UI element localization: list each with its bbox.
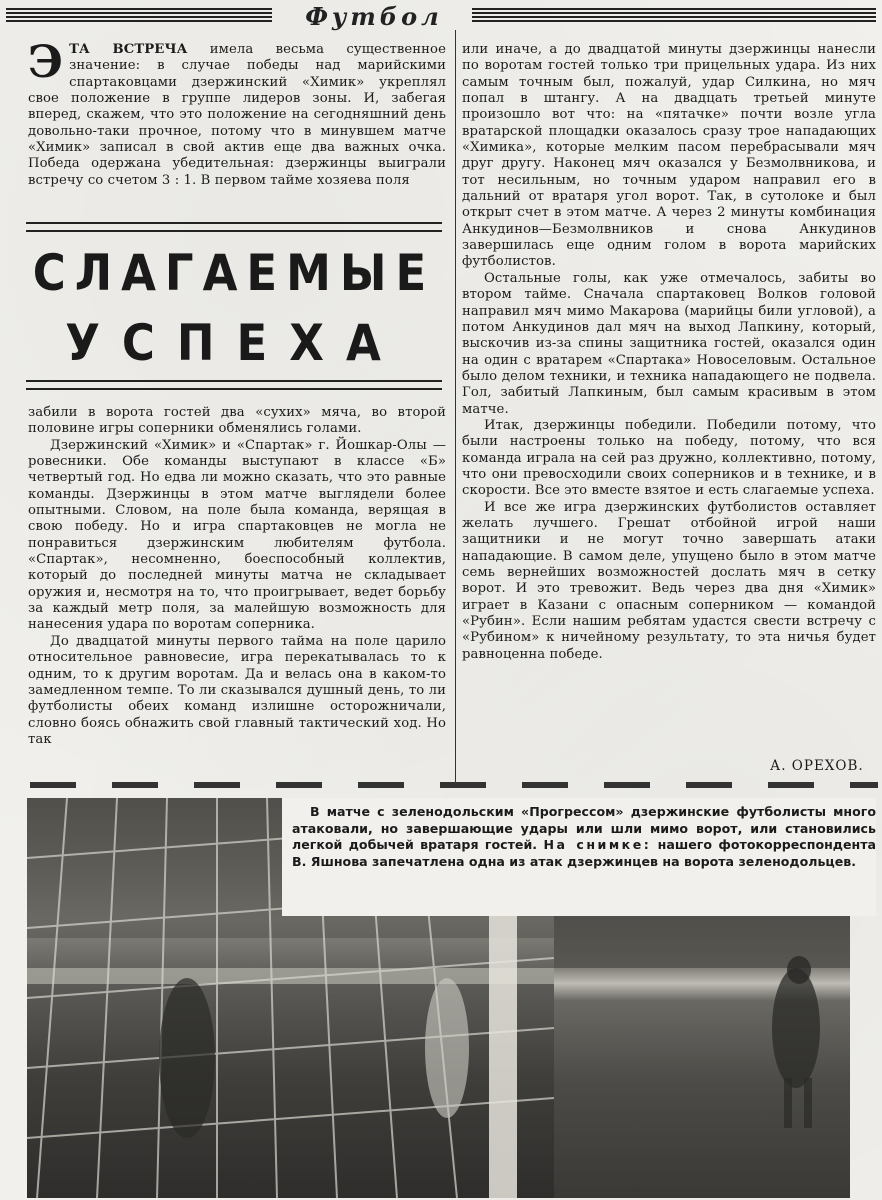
drop-cap: Э — [28, 37, 64, 88]
lead-caps: ТА ВСТРЕЧА — [69, 42, 188, 57]
paragraph: Дзержинский «Химик» и «Спартак» г. Йошкар-Олы — ровесники. Обе команды выступают в классе «Б» четвертый год. Но едва ли можно сказать, что это равные команды. Дзержинцы в этом матче выглядели более опытными. Словом, на поле была команда, верящая в свою победу. Но и игра спартаковцев не могла не понравиться дзержинским любителям футбола. «Спартак», несомненно, боеспособный коллектив, который до последней минуты матча не складывает оружия и, несмотря на то, что проигрывает, ведет борьбу за каждый метр поля, за малейшую возможность для нанесения удара по воротам соперника. — [28, 437, 446, 633]
headline-rule-top — [26, 222, 442, 232]
paragraph: или иначе, а до двадцатой минуты дзержинцы нанесли по воротам гостей только три прицельных удара. Из них самым точным был, пожалуй, удар Силкина, но мяч попал в штангу. А на двадцать третьей минуте произошло вот что: на «пятачке» почти возле угла вратарской площадки оказалось сразу трое нападающих «Химика», которые мелким пасом перебрасывали мяч друг другу. Наконец мяч оказался у Безмолвникова, и тот несильным, но точным ударом направил его в дальний от вратаря угол ворот. Так, в сутолоке и был открыт счет в этом матче. А через 2 минуты комбинация Анкудинов—Безмолвников и снова Анкудинов завершилась еще одним голом в ворота марийских футболистов. — [462, 42, 876, 270]
headline-line-2: УСПЕХА — [65, 314, 403, 372]
header-rule-left — [6, 8, 272, 22]
paragraph: Итак, дзержинцы победили. Победили потому, что были настроены только на победу, потому, что вся команда играла на сей раз дружно, коллективно, потому, что они превосходили своих соперников и в технике, и в скорости. Все это вместе взятое и есть слагаемые успеха. — [462, 417, 876, 499]
dashed-separator — [30, 782, 878, 788]
column-divider — [455, 30, 456, 785]
header-rule-right — [472, 8, 876, 22]
article-lead — [28, 37, 446, 189]
author-byline: А. ОРЕХОВ. — [770, 758, 864, 774]
headline-rule-bottom — [26, 380, 442, 390]
caption-part-2: нашего фотокорреспондента В. Яшнова запечатлена одна из атак дзержинцев на ворота зеленодольцев. — [292, 837, 877, 869]
caption-part-1: В матче с зеленодольским «Прогрессом» дзержинские футболисты много атаковали, но завершающие удары или шли мимо ворот, или становились легкой добычей вратаря гостей. — [292, 804, 876, 853]
headline-block — [26, 222, 442, 390]
paragraph: До двадцатой минуты первого тайма на поле царило относительное равновесие, игра перекатывалась то к одним, то к другим воротам. Да и велась она в каком-то замедленном темпе. То ли сказывался душный день, то ли футболисты обеих команд излишне осторожничали, словно боясь обнажить свой главный тактический ход. Но так — [28, 633, 446, 747]
lead-paragraph — [28, 37, 446, 189]
lead-text: имела весьма существенное значение: в случае победы над марийскими спартаковцами дзержинский «Химик» укреплял свое положение в группе лидеров зоны. И, забегая вперед, скажем, что это положение на сегодняшний день довольно-таки прочное, потому что в минувшем матче «Химик» записал в свой актив еще два важных очка. Победа одержана убедительная: дзержинцы выиграли встречу со счетом 3 : 1. В первом тайме хозяева поля — [28, 42, 446, 188]
headline-line-1: СЛАГАЕМЫЕ — [32, 244, 436, 302]
photo-goalkeeper — [554, 908, 850, 1198]
caption-spaced: На снимке: — [543, 837, 652, 853]
goalkeeper-image — [554, 908, 850, 1198]
article-column-1 — [28, 405, 446, 748]
paragraph: И все же игра дзержинских футболистов оставляет желать лучшего. Грешат отбойной игрой наши защитники и не могут точно завершать атаки нападающие. В самом деле, упущено было в этом матче семь вернейших возможностей дослать мяч в сетку ворот. И это тревожит. Ведь через два дня «Химик» играет в Казани с опасным соперником — командой «Рубин». Если нашим ребятам удастся свести встречу с «Рубином» к ничейному результату, то эта ничья будет равноценна победе. — [462, 499, 876, 662]
paragraph: Остальные голы, как уже отмечалось, забиты во втором тайме. Сначала спартаковец Волков головой направил мяч мимо Макарова (марийцы били угловой), а потом Анкудинов дал мяч на выход Лапкину, который, выскочив из-за спины защитника гостей, оказался один на один с вратарем «Спартака» Новоселовым. Остальное было делом техники, и техника нападающего не подвела. Гол, забитый Лапкиным, был самым красивым в этом матче. — [462, 270, 876, 417]
section-rubric: Футбол — [305, 2, 443, 31]
paragraph: забили в ворота гостей два «сухих» мяча, во второй половине игры соперники обменялись голами. — [28, 405, 446, 437]
caption-text — [282, 798, 876, 870]
photo-caption — [282, 798, 876, 916]
article-column-2 — [462, 42, 876, 663]
